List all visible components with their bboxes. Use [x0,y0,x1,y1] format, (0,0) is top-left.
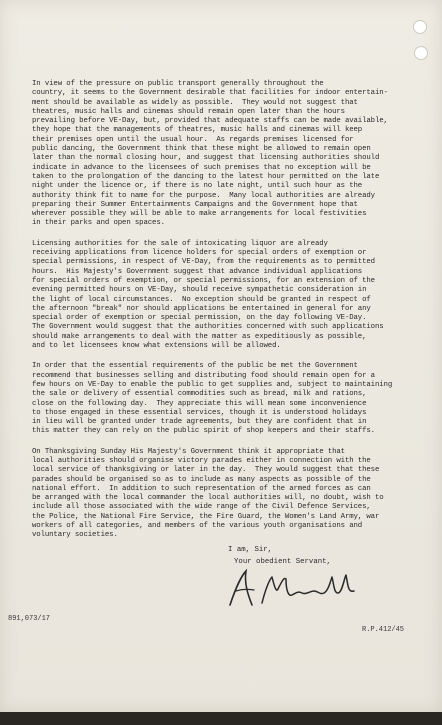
punch-hole [413,20,427,34]
closing-servant: Your obedient Servant, [234,557,331,566]
letter-body [32,80,420,552]
paragraph-thanksgiving: On Thanksgiving Sunday His Majesty's Government think it appropriate that local authorities should organise victory parades either in connection with the local service of thanksgiving or later in the day. They would suggest that these parades should be organised so as to include as many aspects as possible of the national effort. In addition to such representation of the armed forces as can be arranged with the local commander the local authorities will, no doubt, wish to include all those associated with the wide range of the Civil Defence Services, the Police, the National Fire Service, the Fire Guard, the Women's Land Army, war workers of all categories, and members of the various youth organisations and voluntary societies. [32,447,384,540]
paragraph-licensing: Licensing authorities for the sale of intoxicating liquor are already receiving applications from licence holders for special orders of exemption or special permissions, in respect of VE-Day, from the requirements as to permitted hours. His Majesty's Government suggest that advance individual applications for special orders of exemption, or special permissions, for an extension of the evening permitted hours on VE-Day, should receive sympathetic consideration in the light of local circumstances. No exception should be granted in respect of the afternoon "break" nor should applications be entertained in general for any special order of exemption or special permission, on the day following VE-Day. The Government would suggest that the authorities concerned with such applications should make arrangements to deal with the matter as expeditiously as possible, and to let licensees know what extensions will be allowed. [32,239,384,351]
handwritten-signature [222,565,362,615]
punch-hole [414,46,428,60]
paragraph-food-shops: In order that the essential requirements of the public be met the Government recommend that businesses selling and distributing food should remain open for a few hours on VE-Day to enable the public to get supplies and, subject to maintaining the sale or delivery of essential commodities such as bread, milk and rations, close on the following day. They appreciate this will mean some inconvenience to those engaged in these essential services, though it is understood holidays in lieu will be granted under trade agreements, but they are confident that in this matter they can rely on the public spirit of shop keepers and their staffs. [32,362,393,436]
document-reference: R.P.412/45 [362,626,405,634]
closing-salutation: I am, Sir, [228,546,273,554]
file-reference: 891,073/17 [8,615,51,623]
paragraph-entertainment: In view of the pressure on public transport generally throughout the country, it seems to the Government desirable that facilities for indoor entertain- ment should be available as widely as possible. They would not suggest that theatres, music halls and cinemas should remain open later than the hours prevailing before VE-Day, but, provided that adequate staffs can be made available, they hope that the managements of theatres, music halls and cinemas will keep their premises open until the usual hour. As regards premises licensed for public dancing, the Government think that these might be allowed to remain open later than the normal closing hour, and suggest that licensing authorities should indicate in advance to the licensees of such premises that no exception will be taken to the prolongation of the dancing to the latest hour permitted on the late night under the licence or, if there is no late night, until such hour as the authority think fit to name for the purpose. Many local authorities are already preparing their Summer Entertainments Campaigns and the Government hope that wherever possible they will be able to make arrangements for local festivities in their parks and open spaces. [32,80,388,228]
